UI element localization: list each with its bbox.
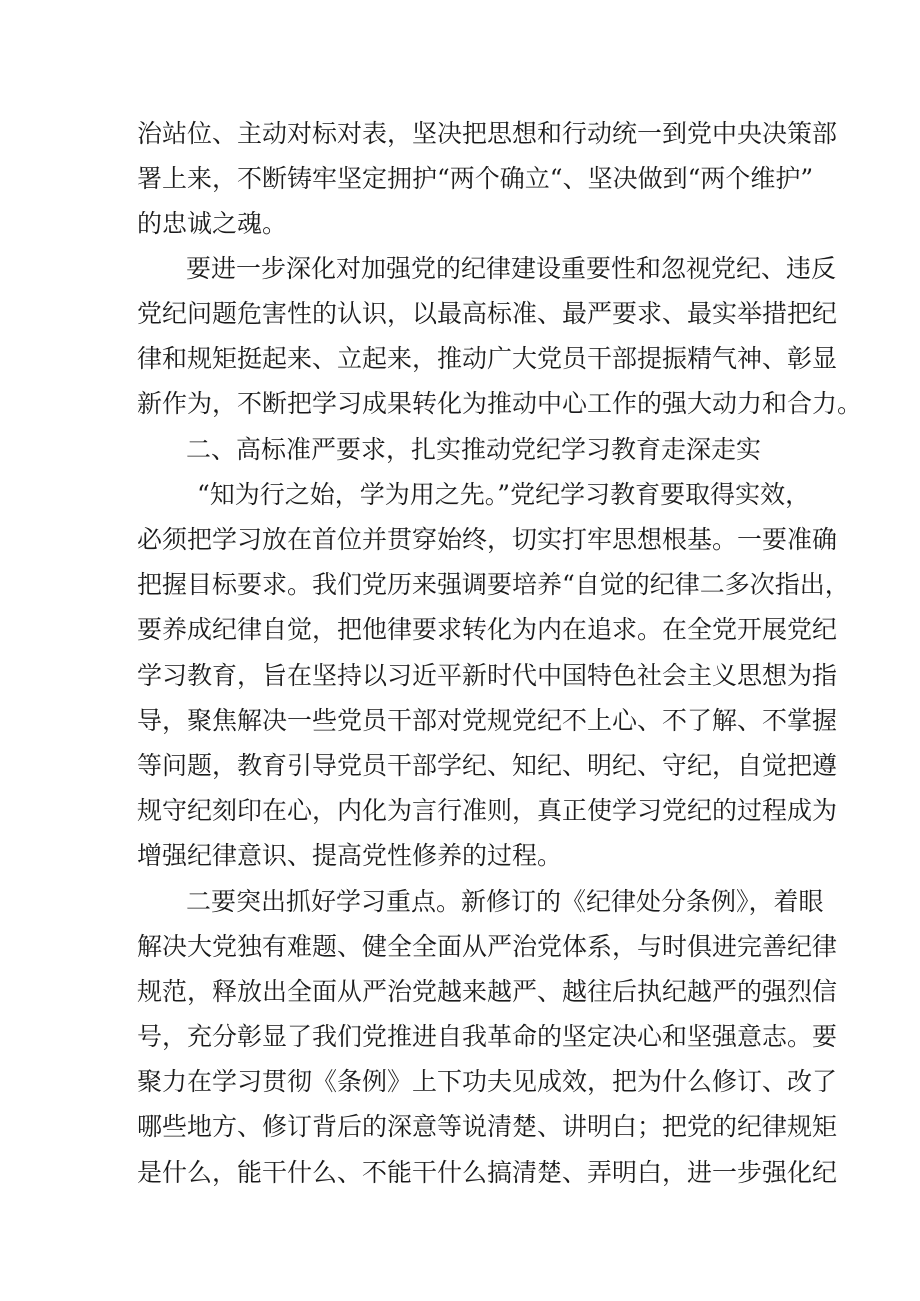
paragraph-first-line: 二要突出抓好学习重点。新修订的《纪律处分条例》，着眼 [186, 887, 824, 916]
text-line: 把握目标要求。我们党历来强调要培养“自觉的纪律二多次指出， [137, 570, 850, 599]
text-line: 号，充分彰显了我们党推进自我革命的坚定决心和坚强意志。要 [137, 1022, 838, 1051]
text-line: 等问题，教育引导党员干部学纪、知纪、明纪、守纪，自觉把遵 [137, 751, 838, 780]
text-line: 必须把学习放在首位并贯穿始终，切实打牢思想根基。一要准确 [137, 525, 838, 554]
text-line: 规范，释放出全面从严治党越来越严、越往后执纪越严的强烈信 [137, 977, 838, 1006]
text-line: 解决大党独有难题、健全全面从严治党体系，与时俱进完善纪律 [137, 932, 838, 961]
text-line: 哪些地方、修订背后的深意等说清楚、讲明白；把党的纪律规矩 [137, 1112, 838, 1141]
text-line: 署上来，不断铸牢坚定拥护“两个确立“、坚决做到“两个维护” [137, 164, 814, 193]
text-line: 是什么，能干什么、不能干什么搞清楚、弄明白，进一步强化纪 [137, 1158, 838, 1187]
section-heading: 二、高标准严要求，扎实推动党纪学习教育走深走实 [186, 435, 762, 464]
text-line: 律和规矩挺起来、立起来，推动广大党员干部提振精气神、彰显 [137, 344, 838, 373]
text-line: 规守纪刻印在心，内化为言行准则，真正使学习党纪的过程成为 [137, 796, 838, 825]
text-line: 的忠诚之魂。 [137, 209, 288, 238]
text-line: 党纪问题危害性的认识，以最高标准、最严要求、最实举措把纪 [137, 299, 838, 328]
text-line: 聚力在学习贯彻《条例》上下功夫见成效，把为什么修订、改了 [137, 1067, 838, 1096]
paragraph-first-line: 要进一步深化对加强党的纪律建设重要性和忽视党纪、违反 [186, 254, 837, 283]
text-line: 新作为，不断把学习成果转化为推动中心工作的强大动力和合力。 [137, 389, 863, 418]
text-line: 要养成纪律自觉，把他律要求转化为内在追求。在全党开展党纪 [137, 615, 838, 644]
text-line: 导，聚焦解决一些党员干部对党规党纪不上心、不了解、不掌握 [137, 706, 838, 735]
text-line: 学习教育，旨在坚持以习近平新时代中国特色社会主义思想为指 [137, 661, 838, 690]
paragraph-first-line: “知为行之始，学为用之先。”党纪学习教育要取得实效， [197, 480, 811, 509]
text-line: 治站位、主动对标对表，坚决把思想和行动统一到党中央决策部 [137, 119, 838, 148]
text-line: 增强纪律意识、提高党性修养的过程。 [137, 841, 563, 870]
